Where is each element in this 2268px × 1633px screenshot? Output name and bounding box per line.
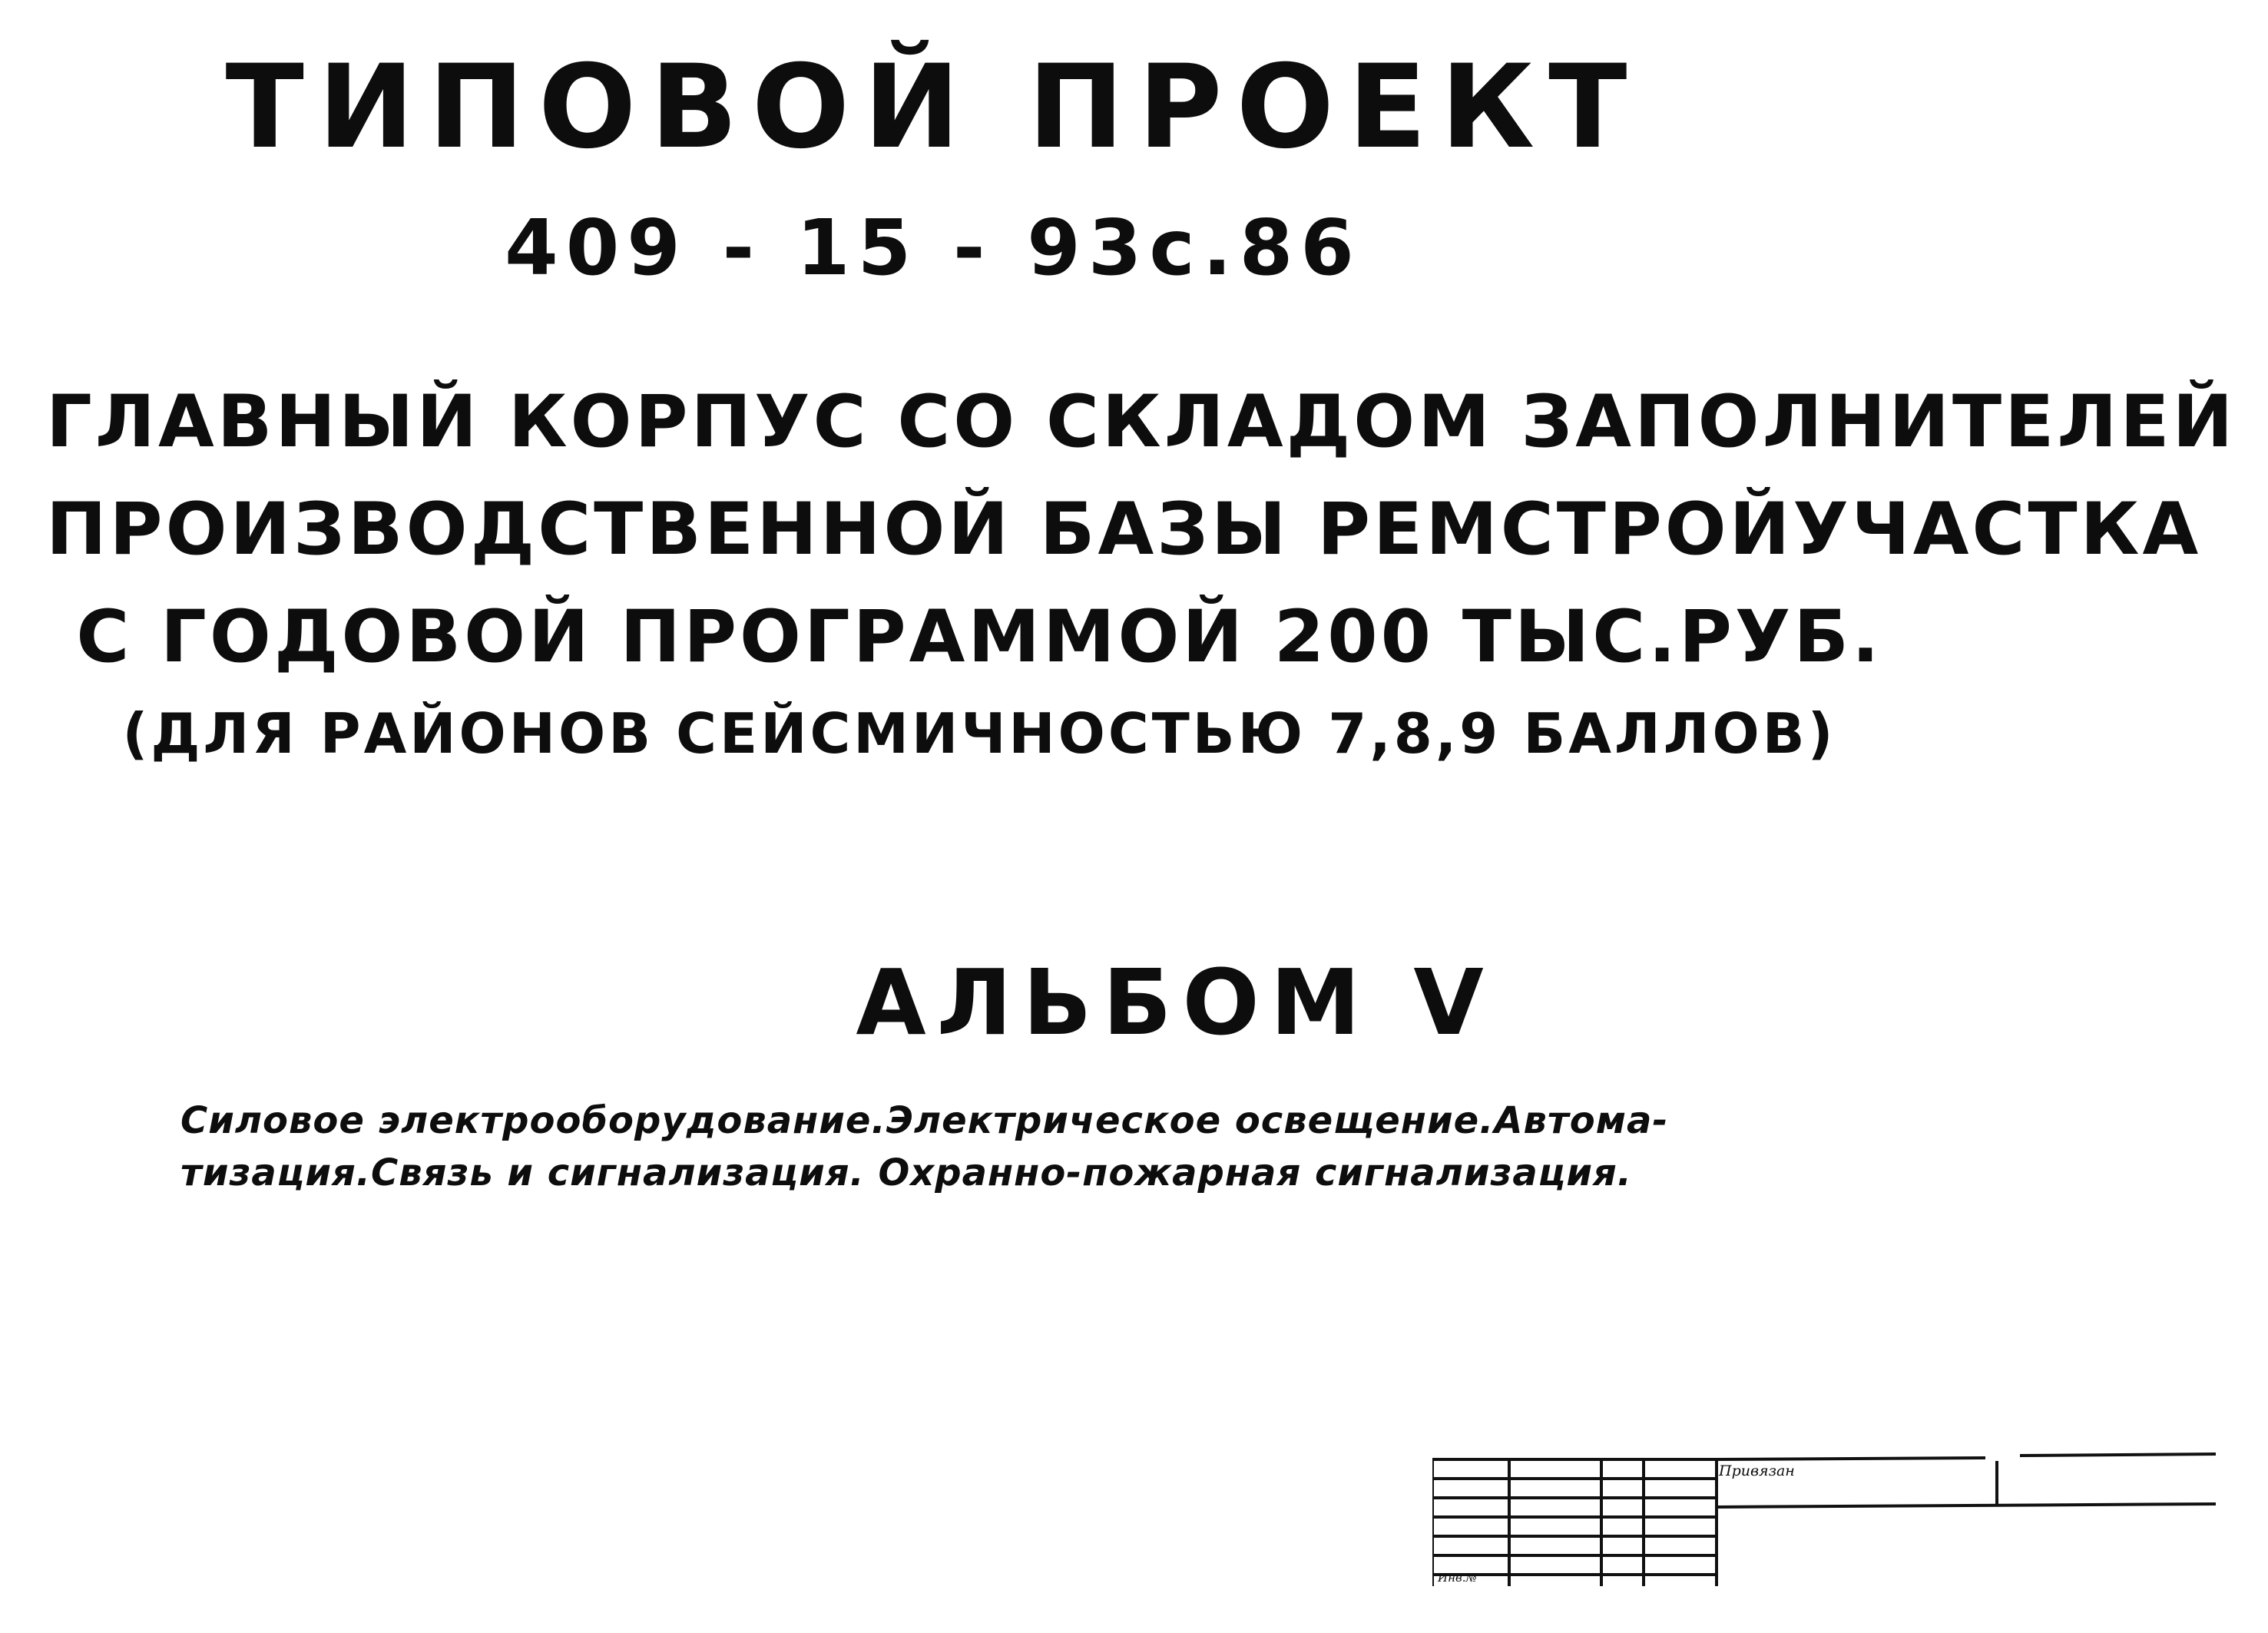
main-title-line-3: С ГОДОВОЙ ПРОГРАММОЙ 200 ТЫС.РУБ. [76,595,1882,679]
title-block-grid [1432,1452,2223,1590]
album-contents-line-2: тизация.Связь и сигнализация. Охранно-пожарная сигнализация. [180,1151,1633,1194]
stamp-inventory-label: Инв.№ [1438,1571,1477,1585]
stamp-attached-label: Привязан [1719,1462,1795,1479]
title-block-stamp [1432,1452,2223,1590]
album-label: АЛЬБОМ V [856,949,1495,1055]
main-title [46,369,2237,776]
main-title-line-1: ГЛАВНЫЙ КОРПУС СО СКЛАДОМ ЗАПОЛНИТЕЛЕЙ [46,380,2237,464]
main-title-line-2: ПРОИЗВОДСТВЕННОЙ БАЗЫ РЕМСТРОЙУЧАСТКА [46,488,2202,571]
album-contents [180,1095,1668,1199]
main-title-line-4: (ДЛЯ РАЙОНОВ СЕЙСМИЧНОСТЬЮ 7,8,9 БАЛЛОВ) [122,701,1836,766]
project-number: 409 - 15 - 93с.86 [505,203,1362,293]
document-type-title: ТИПОВОЙ ПРОЕКТ [225,41,1641,174]
album-contents-line-1: Силовое электрооборудование.Электрическое освещение.Автома- [180,1099,1669,1142]
